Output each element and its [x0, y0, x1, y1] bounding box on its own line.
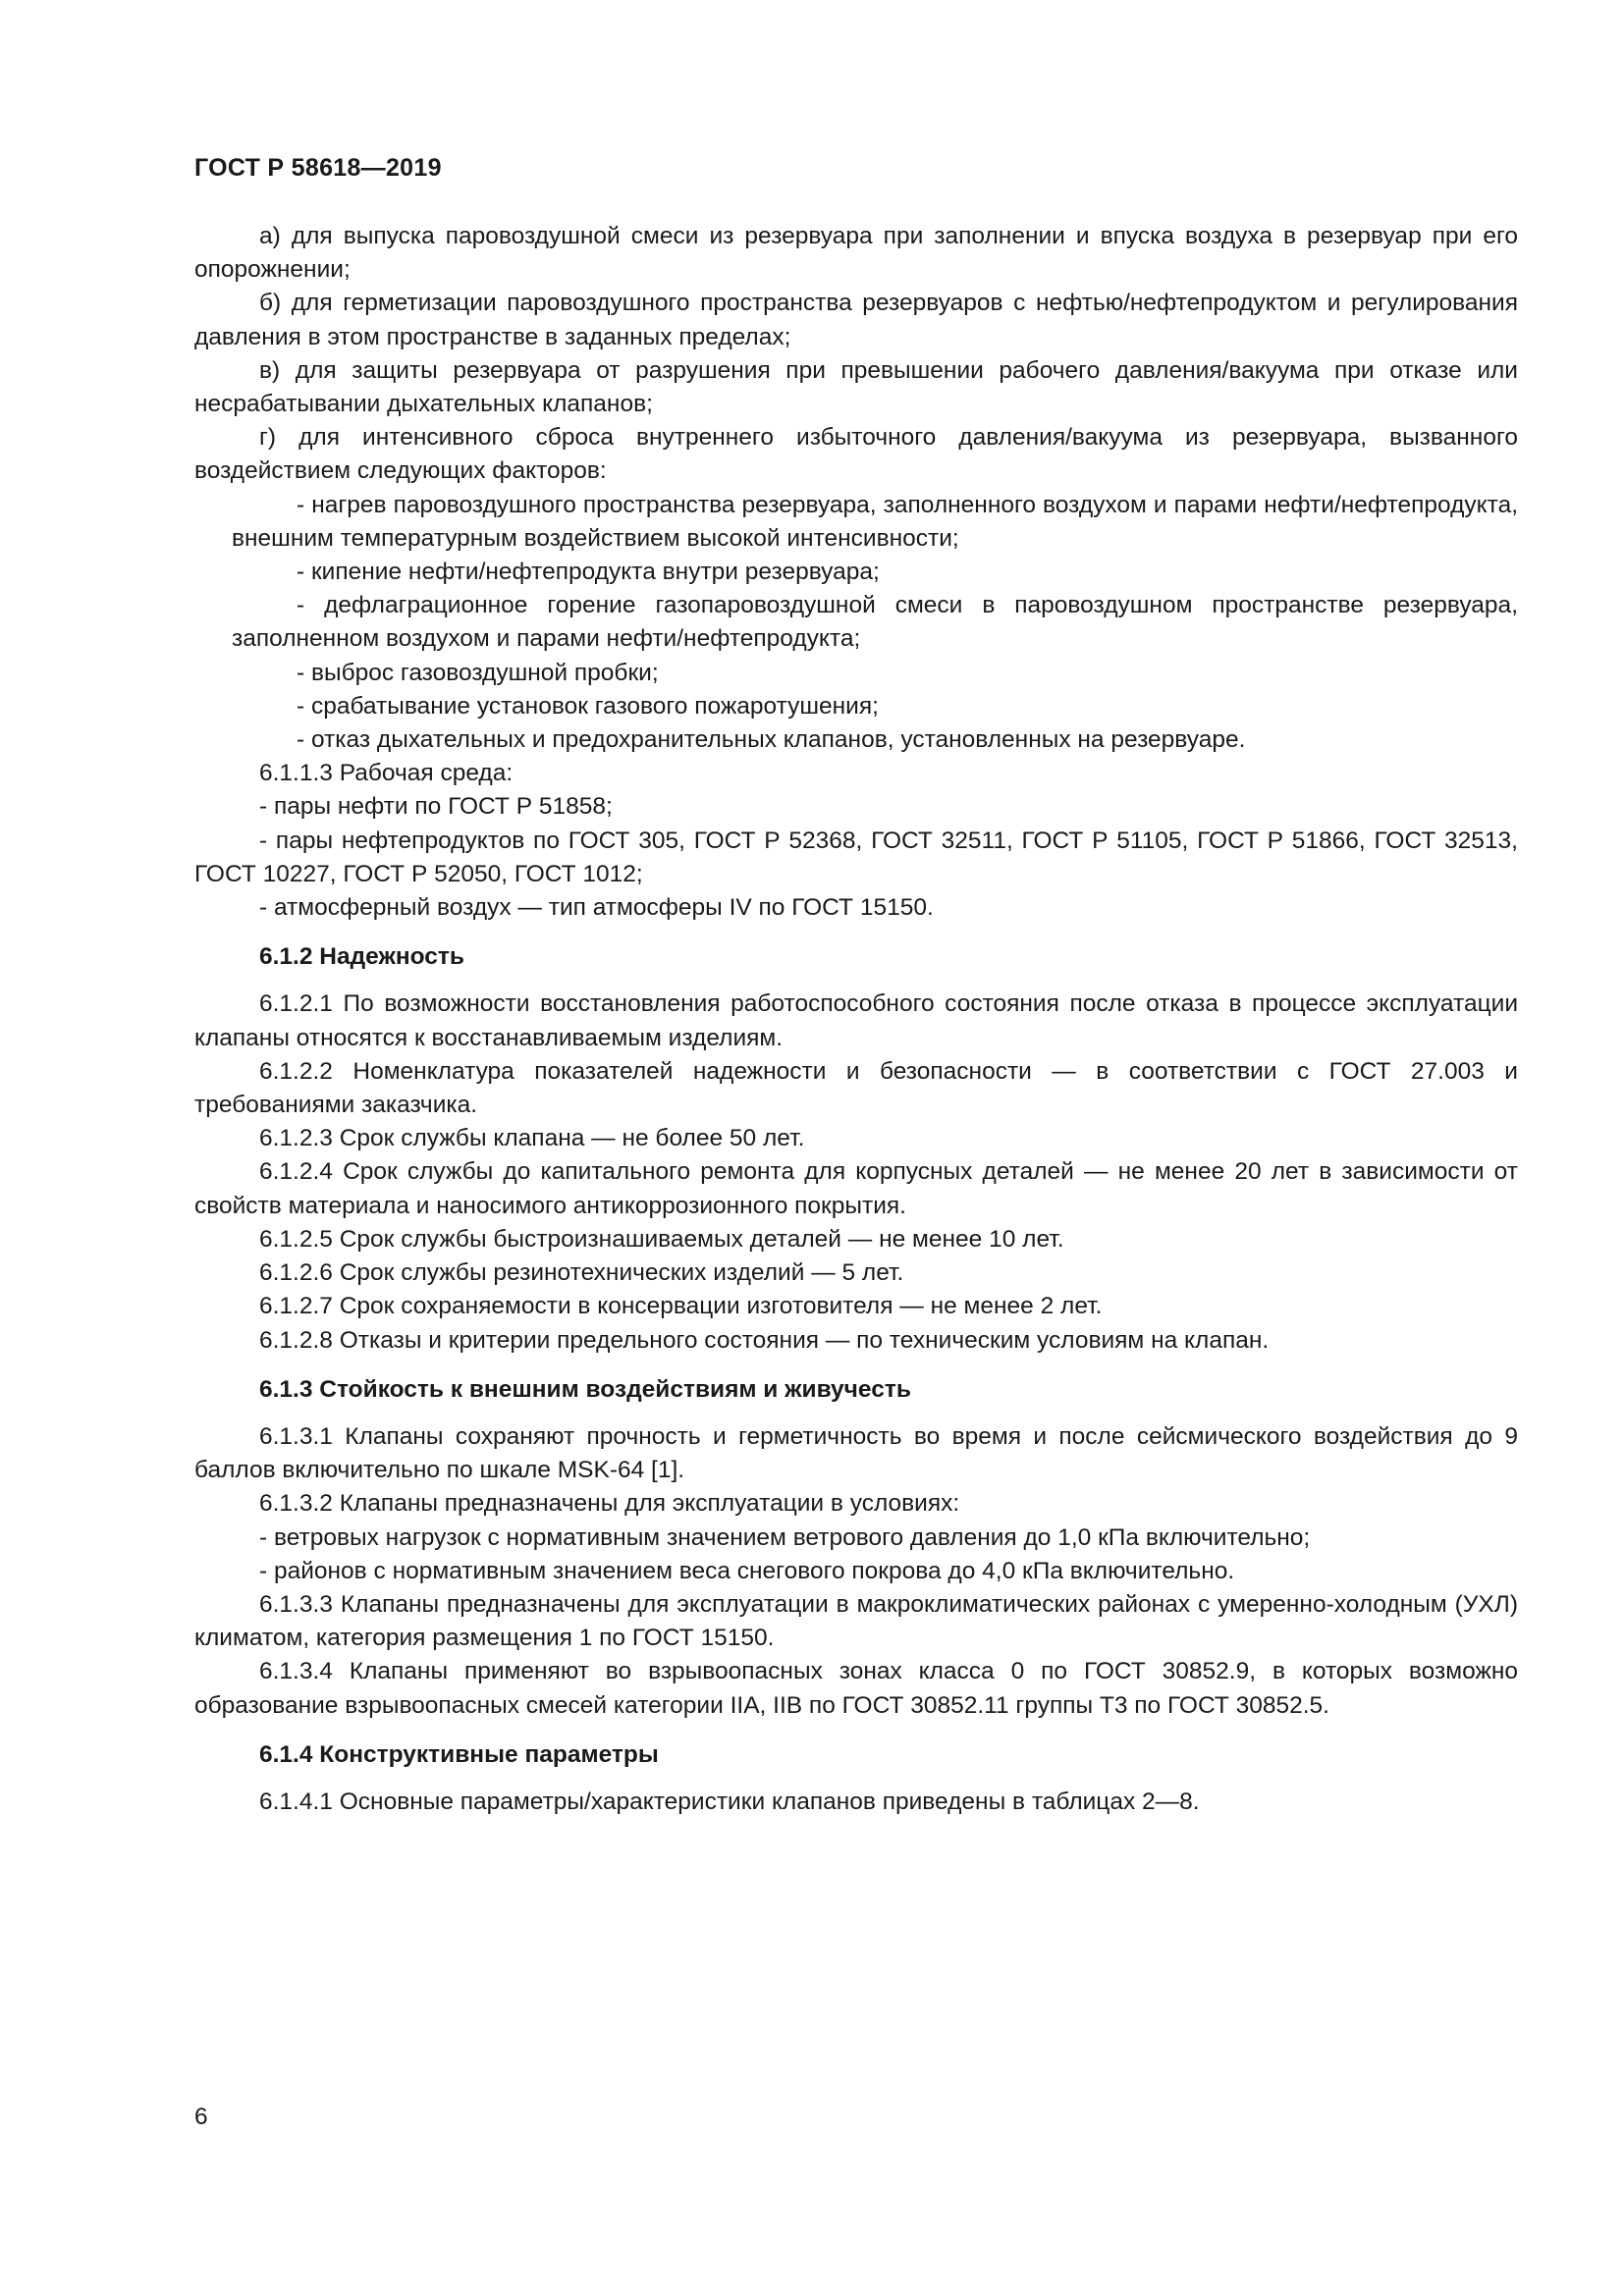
working-medium-title: 6.1.1.3 Рабочая среда:: [259, 760, 514, 787]
reliability-item: 6.1.2.8 Отказы и критерии предельного состояния — по техническим условиям на клапан.: [259, 1326, 1270, 1354]
reliability-item: 6.1.2.6 Срок службы резинотехнических изделий — 5 лет.: [259, 1259, 904, 1287]
reliability-item: 6.1.2.2 Номенклатура показателей надежности и безопасности — в соответствии с ГОСТ 27.003 и требованиями заказчика.: [194, 1057, 1518, 1119]
reliability-item: 6.1.2.1 По возможности восстановления работоспособного состояния после отказа в процессе эксплуатации клапаны относятся к восстанавливаемым изделиям.: [194, 990, 1518, 1051]
section-heading-resistance: 6.1.3 Стойкость к внешним воздействиям и живучесть: [259, 1375, 911, 1403]
factor-item: - отказ дыхательных и предохранительных клапанов, установленных на резервуаре.: [297, 726, 1246, 754]
factor-item: - дефлаграционное горение газопаровоздушной смеси в паровоздушном пространстве резервуара, заполненном воздухом и парами нефти/нефтепродукта;: [232, 592, 1518, 653]
resistance-paragraph: 6.1.3.1 Клапаны сохраняют прочность и герметичность во время и после сейсмического воздействия до 9 баллов включительно по шкале MSK-64 [1].: [194, 1422, 1518, 1484]
section-heading-design-parameters: 6.1.4 Конструктивные параметры: [259, 1740, 659, 1768]
purpose-item-d: г) для интенсивного сброса внутреннего избыточного давления/вакуума из резервуара, вызванного воздействием следующих факторов:: [194, 424, 1518, 485]
resistance-paragraph: 6.1.3.3 Клапаны предназначены для эксплуатации в макроклиматических районах с умеренно-холодным (УХЛ) климатом, категория размещения 1 по ГОСТ 15150.: [194, 1590, 1518, 1652]
medium-item: - пары нефтепродуктов по ГОСТ 305, ГОСТ Р 52368, ГОСТ 32511, ГОСТ Р 51105, ГОСТ Р 51866, ГОСТ 32513, ГОСТ 10227, ГОСТ Р 52050, ГОСТ 1012;: [194, 827, 1518, 887]
conditions-item: - ветровых нагрузок с нормативным значением ветрового давления до 1,0 кПа включительно;: [259, 1523, 1311, 1551]
page-number: 6: [194, 2104, 208, 2130]
reliability-item: 6.1.2.7 Срок сохраняемости в консервации изготовителя — не менее 2 лет.: [259, 1293, 1103, 1320]
purpose-item-b: б) для герметизации паровоздушного пространства резервуаров с нефтью/нефтепродуктом и регулирования давления в этом пространстве в заданных пределах;: [194, 290, 1518, 350]
factor-item: - кипение нефти/нефтепродукта внутри резервуара;: [297, 559, 880, 586]
section-heading-reliability: 6.1.2 Надежность: [259, 943, 464, 971]
design-parameters-paragraph: 6.1.4.1 Основные параметры/характеристики клапанов приведены в таблицах 2—8.: [259, 1788, 1200, 1815]
factor-item: - нагрев паровоздушного пространства резервуара, заполненного воздухом и парами нефти/нефтепродукта, внешним температурным воздействием высокой интенсивности;: [232, 491, 1518, 552]
factor-item: - срабатывание установок газового пожаротушения;: [297, 692, 879, 720]
factor-item: - выброс газовоздушной пробки;: [297, 659, 659, 686]
purpose-item-c: в) для защиты резервуара от разрушения при превышении рабочего давления/вакуума при отказе или несрабатывании дыхательных клапанов;: [194, 356, 1518, 418]
medium-item: - пары нефти по ГОСТ Р 51858;: [259, 793, 613, 821]
resistance-paragraph: 6.1.3.2 Клапаны предназначены для эксплуатации в условиях:: [259, 1490, 960, 1518]
medium-item: - атмосферный воздух — тип атмосферы IV по ГОСТ 15150.: [259, 894, 934, 922]
reliability-item: 6.1.2.5 Срок службы быстроизнашиваемых деталей — не менее 10 лет.: [259, 1225, 1064, 1253]
document-header: ГОСТ Р 58618—2019: [194, 154, 442, 182]
purpose-item-a: а) для выпуска паровоздушной смеси из резервуара при заполнении и впуска воздуха в резервуар при его опорожнении;: [194, 223, 1518, 284]
reliability-item: 6.1.2.3 Срок службы клапана — не более 50 лет.: [259, 1125, 805, 1152]
resistance-paragraph: 6.1.3.4 Клапаны применяют во взрывоопасных зонах класса 0 по ГОСТ 30852.9, в которых возможно образование взрывоопасных смесей категории IIA, IIB по ГОСТ 30852.11 группы Т3 по ГОСТ 30852.5.: [194, 1658, 1518, 1719]
reliability-item: 6.1.2.4 Срок службы до капитального ремонта для корпусных деталей — не менее 20 лет в зависимости от свойств материала и наносимого антикоррозионного покрытия.: [194, 1158, 1518, 1219]
conditions-item: - районов с нормативным значением веса снегового покрова до 4,0 кПа включительно.: [259, 1557, 1235, 1584]
page-body: [194, 220, 1518, 1819]
